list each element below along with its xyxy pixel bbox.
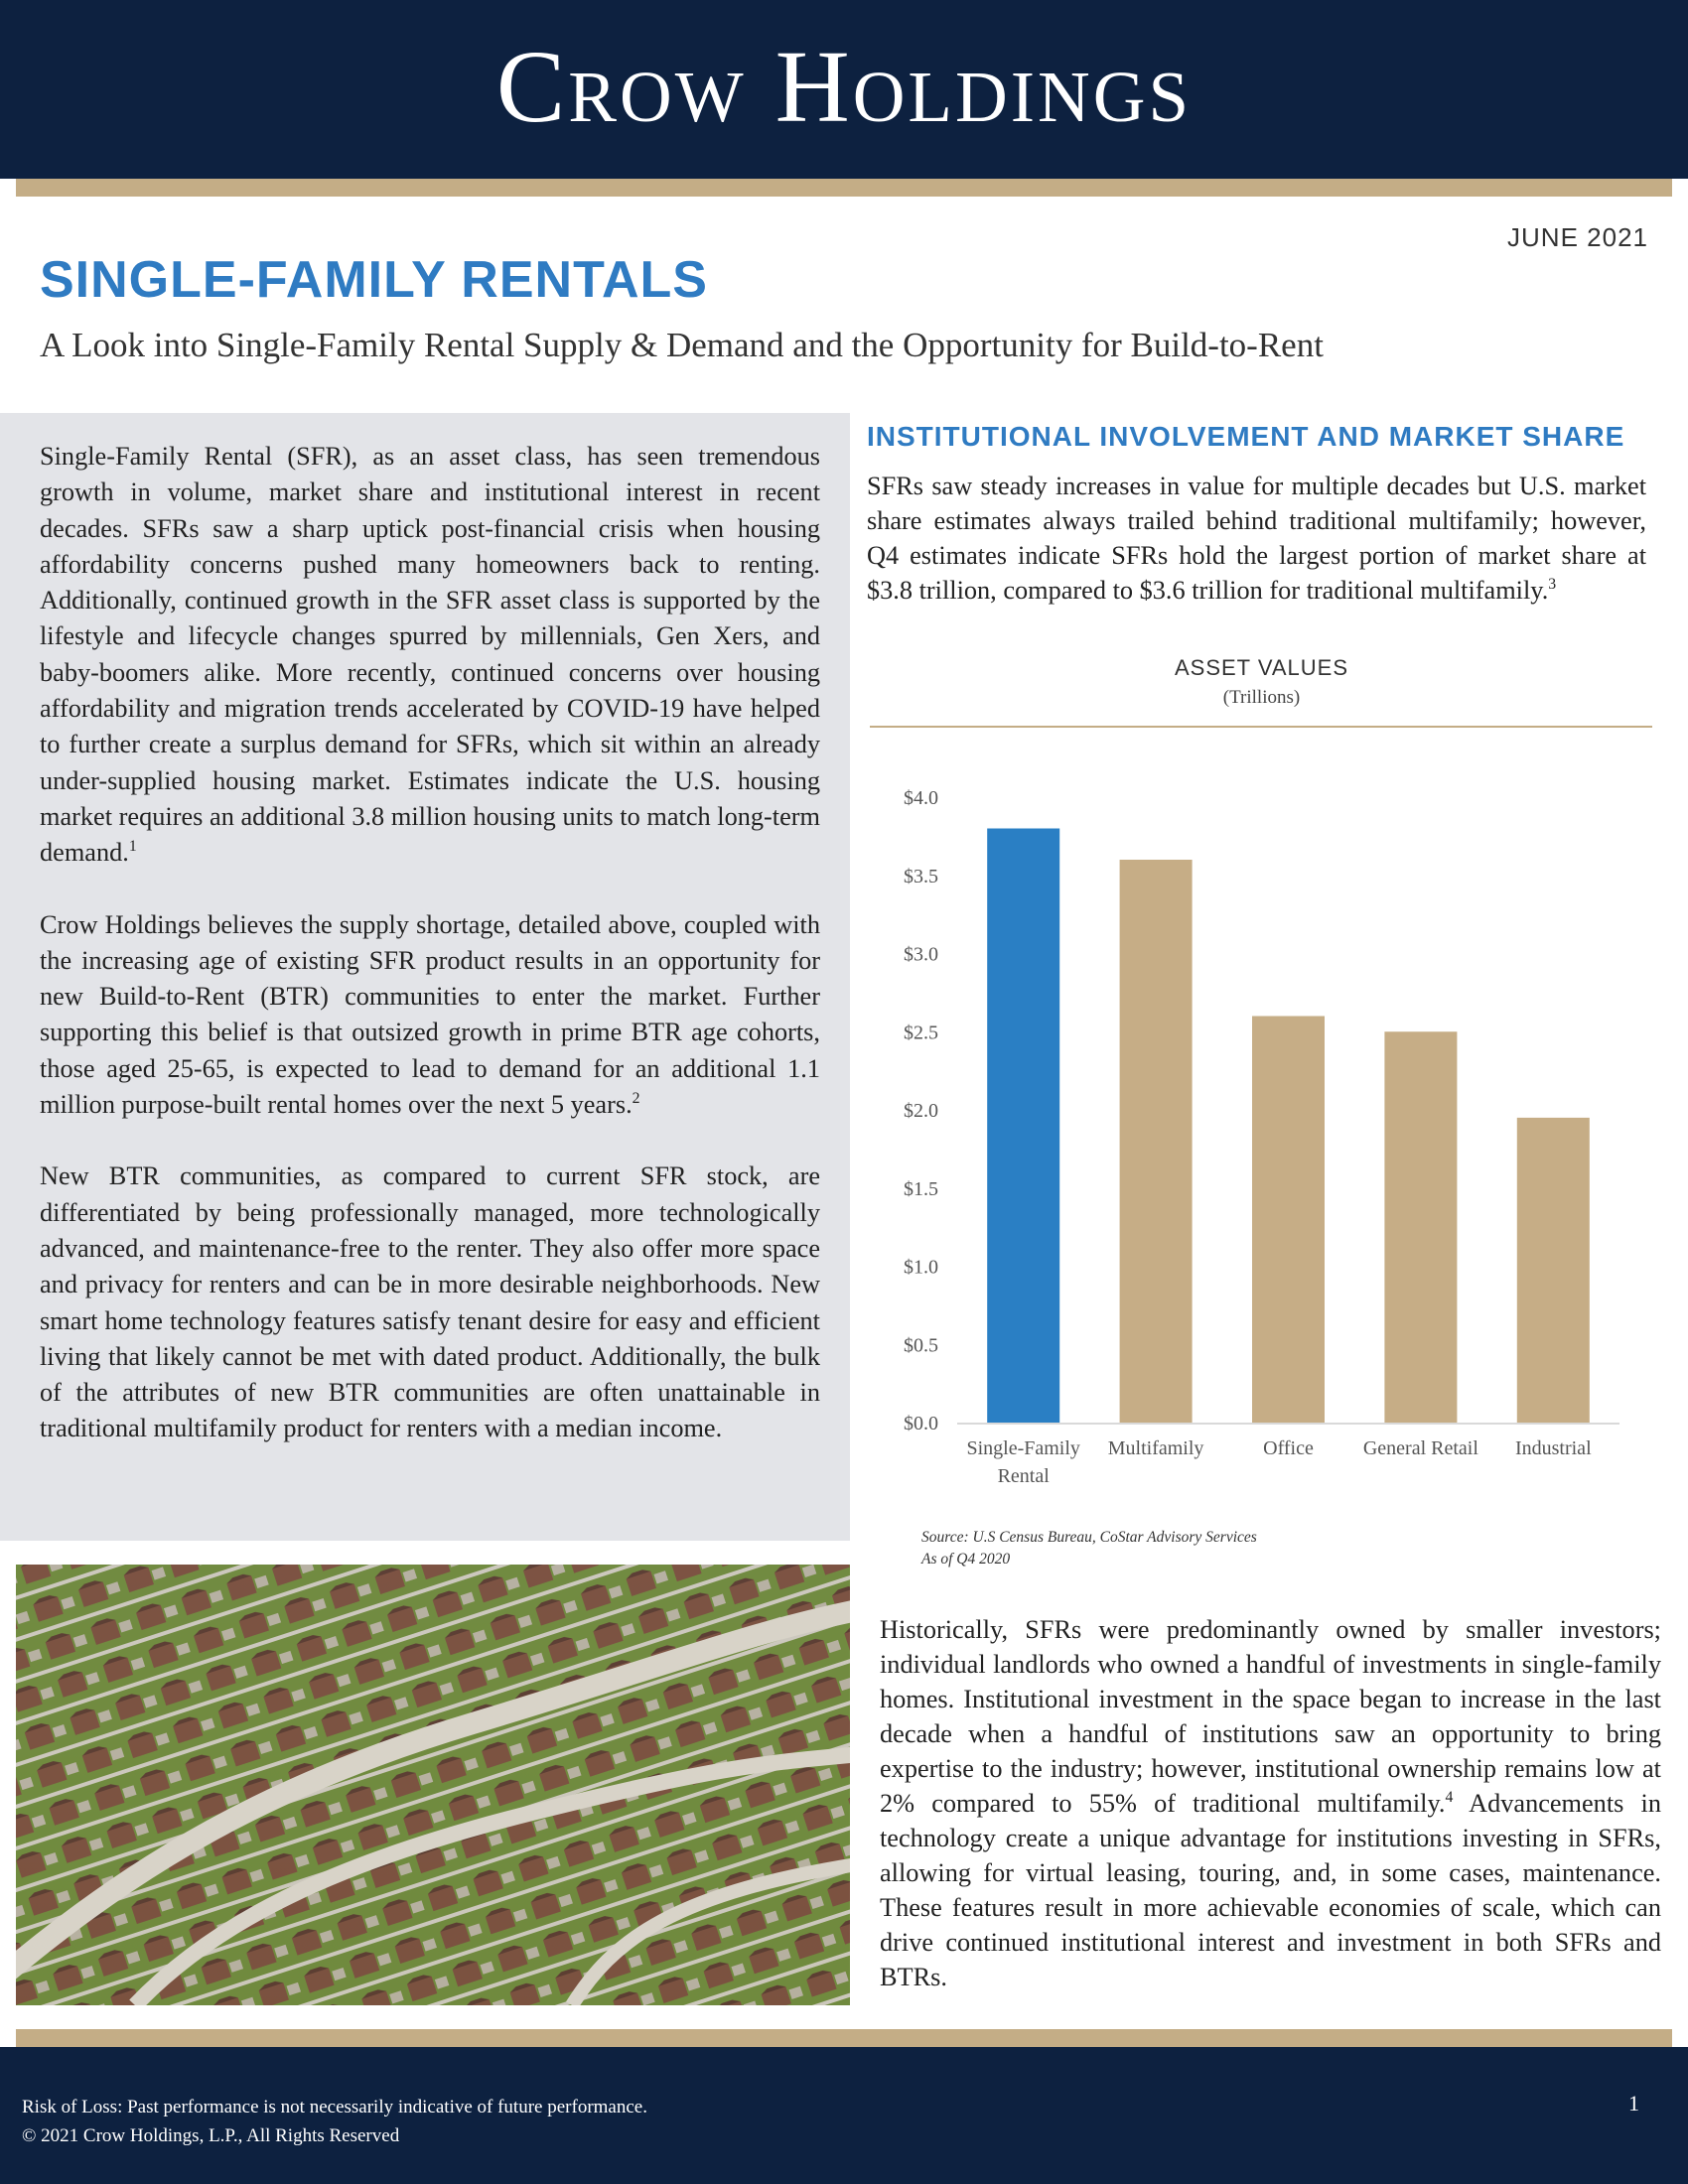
bar	[1120, 860, 1193, 1423]
y-tick-label: $1.0	[904, 1256, 938, 1279]
x-tick-label: Multifamily	[1107, 1437, 1204, 1459]
source-line-2: As of Q4 2020	[921, 1551, 1011, 1568]
x-tick-label: Single-Family	[966, 1437, 1080, 1459]
chart-subtitle: (Trillions)	[1222, 687, 1301, 708]
brand-logo: Crow Holdings	[495, 30, 1193, 144]
footnote-ref-4: 4	[1445, 1789, 1454, 1807]
footer-disclaimer	[22, 2093, 647, 2150]
lead-paragraph-1: Single-Family Rental (SFR), as an asset class, has seen tremendous growth in volume, market share and institutional interest in recent decades. SFRs saw a sharp uptick post-financial crisis when housing affordability concerns pushed many homeowners back to renting. Additionally, continued growth in the SFR asset class is supported by the lifestyle and lifecycle changes spurred by millennials, Gen Xers, and baby-boomers alike. More recently, continued concerns over housing affordability and migration trends accelerated by COVID-19 have helped to further create a surplus demand for SFRs, which sit within an already under-supplied housing market. Estimates indicate the U.S. housing market requires an additional 3.8 million housing units to match long-term demand.$^1$	[40, 442, 820, 868]
footnote-ref-1: 1	[128, 838, 137, 856]
footnote-ref-2: 2	[632, 1090, 640, 1108]
y-tick-label: $0.5	[904, 1334, 938, 1357]
gold-divider-top	[16, 179, 1672, 197]
aerial-neighborhood-photo	[16, 1565, 850, 2005]
bar	[1384, 1031, 1457, 1423]
bar	[1252, 1017, 1325, 1424]
page-subtitle: A Look into Single-Family Rental Supply & Demand and the Opportunity for Build-to-Rent	[40, 326, 1324, 364]
y-tick-label: $2.0	[904, 1100, 938, 1122]
y-tick-label: $3.0	[904, 943, 938, 966]
x-tick-label: General Retail	[1362, 1437, 1478, 1459]
x-tick-label: Industrial	[1514, 1437, 1592, 1459]
chart-title: ASSET VALUES	[1174, 655, 1349, 680]
x-tick-label: Rental	[997, 1465, 1050, 1487]
bar	[987, 829, 1059, 1424]
chart-source	[921, 1527, 1257, 1570]
section-body: Historically, SFRs were predominantly owned by smaller investors; individual landlords who owned a handful of investments in single-family homes. Institutional investment in the space began to increase in the last decade when a handful of institutions saw an opportunity to bring expertise to the industry; however, institutional ownership remains low at 2% compared to 55% of traditional multifamily.$^4$ Advancements in technology create a unique advantage for institutions investing in SFRs, allowing for virtual leasing, touring, and, in some cases, maintenance. These features result in more achievable economies of scale, which can drive continued institutional interest and investment in both SFRs and BTRs.	[880, 1615, 1662, 1991]
y-tick-label: $4.0	[904, 787, 938, 809]
risk-disclaimer: Risk of Loss: Past performance is not necessarily indicative of future performance.	[22, 2097, 647, 2117]
y-tick-label: $2.5	[904, 1022, 938, 1044]
lead-text	[40, 439, 820, 1483]
section-intro: SFRs saw steady increases in value for multiple decades but U.S. market share estimates always trailed behind traditional multifamily; however, Q4 estimates indicate SFRs hold the largest portion of market share at $3.8 trillion, compared to $3.6 trillion for traditional multifamily.$^3$	[867, 472, 1646, 605]
source-line-1: Source: U.S Census Bureau, CoStar Advisory Services	[921, 1529, 1257, 1546]
copyright: © 2021 Crow Holdings, L.P., All Rights Reserved	[22, 2125, 400, 2146]
y-tick-label: $3.5	[904, 865, 938, 887]
footnote-ref-3: 3	[1548, 576, 1557, 594]
lead-paragraph-2: Crow Holdings believes the supply shortage, detailed above, coupled with the increasing age of existing SFR product results in an opportunity for new Build-to-Rent (BTR) communities to enter the market. Further supporting this belief is that outsized growth in prime BTR age cohorts, those aged 25-65, is expected to lead to demand for an additional 1.1 million purpose-built rental homes over the next 5 years.$^2$	[40, 909, 820, 1120]
chart-rule	[870, 726, 1652, 728]
y-tick-label: $1.5	[904, 1177, 938, 1200]
section-heading: INSTITUTIONAL INVOLVEMENT AND MARKET SHARE	[867, 421, 1625, 452]
asset-values-chart	[870, 774, 1654, 1509]
lead-paragraph-3: New BTR communities, as compared to current SFR stock, are differentiated by being professionally managed, more technologically advanced, and maintenance-free to the renter. They also offer more space and privacy for renters and can be in more desirable neighborhoods. New smart home technology features satisfy tenant desire for easy and efficient living that likely cannot be met with dated product. Additionally, the bulk of the attributes of new BTR communities are often unattainable in traditional multifamily product for renters with a median income.	[40, 1161, 820, 1443]
issue-date: JUNE 2021	[1507, 222, 1648, 252]
bar	[1517, 1118, 1590, 1423]
page-number: 1	[1628, 2091, 1639, 2116]
gold-divider-bottom	[16, 2029, 1672, 2047]
y-tick-label: $0.0	[904, 1413, 938, 1434]
x-tick-label: Office	[1263, 1437, 1314, 1459]
page-title: SINGLE-FAMILY RENTALS	[40, 251, 708, 309]
